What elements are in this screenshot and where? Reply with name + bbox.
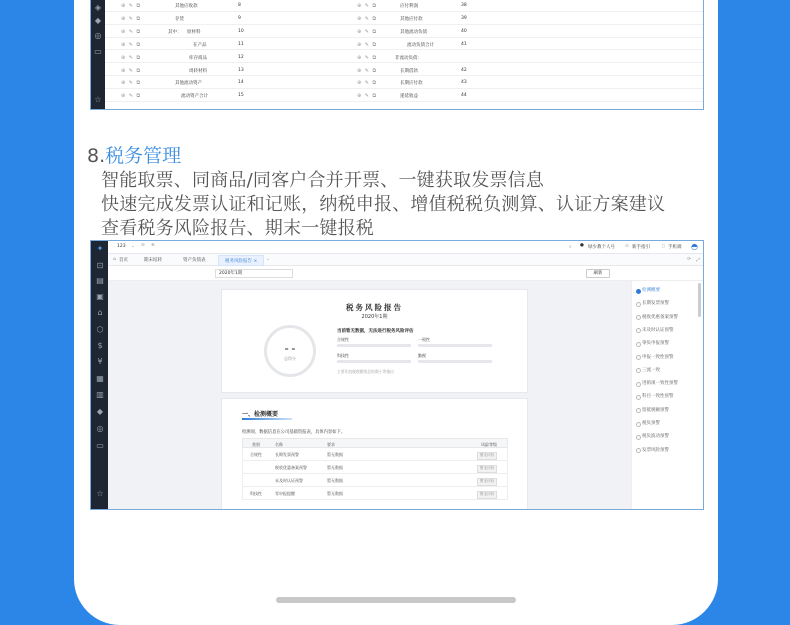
period-select[interactable]: 2020年1期 bbox=[215, 269, 293, 278]
section-line-1: 智能取票、同商品/同客户合并开票、一键获取发票信息 bbox=[101, 170, 545, 191]
section-line-3: 查看税务风险报告、期末一键报税 bbox=[101, 218, 374, 239]
row-actions-icon[interactable]: ⊕ ✎ ⧉ bbox=[121, 80, 142, 87]
risk-level-badge: 暂无评价 bbox=[477, 478, 497, 486]
logo-icon: ✦ bbox=[96, 244, 104, 253]
bag-icon[interactable]: ▣ bbox=[96, 292, 104, 301]
row-left-name: 原材料 bbox=[187, 29, 201, 35]
row-actions-icon[interactable]: ⊕ ✎ ⧉ bbox=[121, 3, 142, 9]
row-prefix: 其中： bbox=[168, 29, 182, 35]
back-icon[interactable]: ⊖ bbox=[141, 243, 145, 248]
row-requirement: 暂无数据 bbox=[327, 478, 343, 483]
nav-item[interactable]: 税负预警 bbox=[642, 421, 660, 426]
row-requirement: 暂无数据 bbox=[327, 452, 343, 457]
risk-level-badge: 暂无评价 bbox=[477, 491, 497, 499]
report-detail-panel bbox=[221, 398, 528, 510]
table-row bbox=[242, 448, 508, 461]
row-right-code: 44 bbox=[461, 93, 467, 99]
metric-consistency: 一致性 bbox=[418, 337, 430, 342]
settings-icon[interactable]: ◎ bbox=[96, 424, 104, 433]
row-right-code: 40 bbox=[461, 28, 467, 34]
row-right-code: 41 bbox=[461, 41, 467, 47]
row-right-code: 43 bbox=[461, 80, 467, 86]
row-requirement: 暂无数据 bbox=[327, 491, 343, 496]
tab-tax-risk-report[interactable]: 税务风险报告 × bbox=[218, 255, 264, 266]
metric-consistency-bar bbox=[418, 344, 492, 347]
tab-balance-sheet[interactable]: 资产负债表 bbox=[183, 258, 206, 263]
row-left-code: 9 bbox=[238, 15, 241, 21]
report-summary-panel bbox=[221, 289, 528, 393]
row-right-name: 递延收益 bbox=[400, 94, 418, 100]
risk-level-badge: 暂无评价 bbox=[477, 452, 497, 460]
col-level: 风险等级 bbox=[481, 442, 497, 447]
user-name[interactable]: 绿少教个人号 bbox=[588, 245, 615, 250]
metric-compliance-bar bbox=[337, 344, 411, 347]
row-category: 合规性 bbox=[250, 452, 262, 457]
metric-tech: 科技性 bbox=[337, 353, 349, 358]
row-actions-icon[interactable]: ⊕ ✎ ⧉ bbox=[121, 67, 142, 74]
row-actions-icon[interactable]: ⊕ ✎ ⧉ bbox=[121, 28, 142, 35]
close-icon[interactable]: × bbox=[253, 259, 258, 264]
row-actions-icon[interactable]: ⊕ ✎ ⧉ bbox=[357, 15, 378, 22]
row-right-code: 39 bbox=[461, 15, 467, 21]
mobile-link[interactable]: 手机端 bbox=[668, 245, 682, 250]
row-right-name: 非流动负债： bbox=[395, 55, 422, 61]
section-line-2: 快速完成发票认证和记账，纳税申报、增值税税负测算、认证方案建议 bbox=[101, 194, 666, 215]
nav-item[interactable]: 未及时认证预警 bbox=[642, 327, 674, 333]
nav-item[interactable]: 发票风险预警 bbox=[642, 447, 669, 453]
report-nav bbox=[631, 281, 703, 509]
row-right-code: 42 bbox=[461, 67, 467, 73]
row-right-code: 38 bbox=[461, 3, 467, 8]
toolbar bbox=[108, 266, 703, 281]
row-name: 未及时认证预警 bbox=[275, 478, 303, 483]
row-left-code: 8 bbox=[238, 3, 241, 8]
row-left-code: 12 bbox=[238, 54, 244, 60]
row-right-name: 其他应付款 bbox=[400, 16, 423, 22]
section-heading: 一、检测概要 bbox=[242, 411, 279, 418]
col-name: 名称 bbox=[275, 442, 283, 447]
tab-home[interactable]: 首页 bbox=[119, 258, 128, 263]
mobile-icon[interactable]: ▯ bbox=[662, 244, 665, 249]
col-requirement: 要求 bbox=[327, 442, 335, 447]
row-actions-icon[interactable]: ⊕ ✎ ⧉ bbox=[121, 41, 142, 48]
star-icon[interactable]: ☆ bbox=[94, 95, 102, 104]
chevron-down-icon[interactable]: ⌄ bbox=[266, 257, 270, 262]
metric-tech-bar bbox=[337, 360, 411, 363]
left-rail bbox=[91, 0, 105, 109]
row-actions-icon[interactable]: ⊕ ✎ ⧉ bbox=[357, 28, 378, 35]
layers-icon[interactable]: ◆ bbox=[94, 16, 102, 25]
report-footnote: 主要比较税税额的总结数小等指出 bbox=[337, 369, 394, 374]
star-icon[interactable]: ☆ bbox=[96, 489, 104, 498]
avatar[interactable]: ● bbox=[580, 243, 584, 248]
risk-level-badge: 暂无评价 bbox=[477, 465, 497, 473]
table-row bbox=[105, 25, 703, 38]
nav-item[interactable]: 申报一致性预警 bbox=[642, 354, 674, 360]
cart-icon[interactable]: ⊡ bbox=[96, 261, 104, 270]
chat-icon[interactable]: ▭ bbox=[96, 441, 104, 450]
nav-item[interactable]: 科目一致性预警 bbox=[642, 394, 674, 400]
table-row bbox=[105, 89, 703, 102]
report-title: 税务风险报告 bbox=[346, 303, 403, 312]
row-name: 税收优惠备案预警 bbox=[275, 465, 307, 470]
row-left-name: 其他应收款 bbox=[175, 4, 198, 9]
home-indicator bbox=[276, 597, 516, 603]
row-actions-icon[interactable]: ⊕ ✎ ⧉ bbox=[121, 54, 142, 61]
row-requirement: 暂无数据 bbox=[327, 465, 343, 470]
row-left-name: 在产品 bbox=[193, 42, 207, 48]
table-row bbox=[242, 461, 508, 474]
row-left-name: 流动资产合计 bbox=[181, 94, 208, 100]
row-left-code: 13 bbox=[238, 67, 244, 73]
forward-icon[interactable]: ⊕ bbox=[151, 243, 155, 248]
layers-icon[interactable]: ◆ bbox=[96, 407, 104, 416]
row-left-name: 库存商品 bbox=[189, 55, 207, 61]
nav-item[interactable]: 税收优惠备案预警 bbox=[642, 314, 678, 320]
refresh-icon[interactable]: ⟳ bbox=[687, 257, 691, 262]
table-row bbox=[105, 38, 703, 51]
home-icon[interactable]: ⌂ bbox=[97, 308, 103, 317]
row-right-name: 长期应付款 bbox=[400, 81, 423, 87]
row-right-name: 应付利润 bbox=[400, 4, 418, 9]
nav-item[interactable]: 税负波动预警 bbox=[642, 434, 669, 440]
chat-icon[interactable]: ▭ bbox=[94, 47, 102, 56]
settings-icon[interactable]: ◎ bbox=[94, 31, 102, 40]
table-row bbox=[242, 474, 508, 487]
yen-icon[interactable]: ¥ bbox=[97, 357, 103, 366]
score-label: 总得分 bbox=[284, 356, 296, 361]
box-icon[interactable]: ⬡ bbox=[96, 325, 104, 334]
chevron-down-icon[interactable]: ⌄ bbox=[131, 244, 135, 249]
row-left-code: 11 bbox=[238, 41, 244, 47]
nav-item[interactable]: 三流一致 bbox=[642, 367, 660, 373]
summary-text: 检测项、数据信息在公司基础资报表，具体内容如下。 bbox=[242, 430, 346, 435]
row-right-name: 长期借款 bbox=[400, 68, 418, 74]
top-bar bbox=[108, 241, 703, 254]
row-name: 零申报提醒 bbox=[275, 491, 295, 496]
nav-item[interactable]: 进销项一致性预警 bbox=[642, 381, 678, 387]
nav-item[interactable]: 检测概要 bbox=[642, 288, 660, 293]
table-row bbox=[105, 76, 703, 89]
table-row bbox=[105, 51, 703, 64]
scrollbar[interactable] bbox=[698, 283, 701, 317]
row-actions-icon[interactable]: ⊕ ✎ ⧉ bbox=[357, 41, 378, 48]
chart-icon[interactable]: ▤ bbox=[96, 276, 104, 285]
report-period: 2020年1期 bbox=[361, 314, 388, 320]
row-actions-icon[interactable]: ⊕ ✎ ⧉ bbox=[121, 15, 142, 22]
nav-item[interactable]: 零负申报预警 bbox=[642, 341, 669, 347]
row-left-code: 10 bbox=[238, 28, 244, 34]
row-actions-icon[interactable]: ⊕ ✎ ⧉ bbox=[121, 93, 142, 100]
col-category: 类别 bbox=[252, 442, 260, 447]
row-left-name: 存货 bbox=[175, 16, 184, 22]
row-actions-icon[interactable]: ⊕ ✎ ⧉ bbox=[357, 67, 378, 74]
grid-icon[interactable]: ▦ bbox=[96, 374, 104, 383]
row-actions-icon[interactable]: ⊕ ✎ ⧉ bbox=[357, 54, 378, 61]
left-rail bbox=[91, 241, 108, 509]
heading-underline bbox=[242, 418, 292, 420]
home-tab-icon[interactable]: ⌂ bbox=[113, 257, 116, 262]
nav-item[interactable]: 留抵税额预警 bbox=[642, 407, 669, 413]
tax-report-screenshot bbox=[90, 240, 704, 510]
help-icon[interactable]: ⊙ bbox=[625, 244, 629, 249]
row-actions-icon[interactable]: ⊕ ✎ ⧉ bbox=[357, 3, 378, 9]
row-actions-icon[interactable]: ⊕ ✎ ⧉ bbox=[357, 93, 378, 100]
table-row bbox=[105, 12, 703, 25]
row-category: 科技性 bbox=[250, 491, 262, 496]
status-text: 当前暂无数据，无法进行税务风险评估 bbox=[337, 329, 414, 334]
refresh-button[interactable]: 刷新 bbox=[586, 269, 610, 278]
row-left-code: 15 bbox=[238, 93, 244, 99]
table-row bbox=[105, 64, 703, 77]
account-select[interactable]: 123 bbox=[117, 244, 126, 249]
tab-period-end[interactable]: 期末结转 bbox=[144, 258, 162, 263]
help-link[interactable]: 新手指引 bbox=[632, 245, 650, 250]
content-card bbox=[74, 0, 718, 625]
table-row bbox=[105, 0, 703, 12]
score-value: – – bbox=[284, 344, 296, 353]
row-left-code: 14 bbox=[238, 80, 244, 86]
section-title: 8.税务管理 bbox=[87, 145, 182, 167]
row-left-name: 其他流动资产 bbox=[175, 81, 202, 87]
row-right-name: 流动负债合计 bbox=[407, 42, 434, 48]
expand-icon[interactable]: ⤢ bbox=[696, 258, 700, 263]
table-row bbox=[242, 487, 508, 500]
report-area bbox=[108, 281, 553, 509]
avatar-logo-icon[interactable]: ◓ bbox=[691, 242, 698, 251]
metric-diligence: 勤税 bbox=[418, 353, 426, 358]
row-left-name: 周转材料 bbox=[189, 68, 207, 74]
layers-icon[interactable]: ◈ bbox=[94, 3, 102, 12]
document-icon[interactable]: ▥ bbox=[96, 390, 104, 399]
tab-bar bbox=[108, 254, 703, 266]
row-right-name: 其他流动负债 bbox=[400, 29, 427, 35]
table-header bbox=[242, 438, 508, 448]
row-name: 长期发票预警 bbox=[275, 452, 299, 457]
metric-compliance: 合规性 bbox=[337, 337, 349, 342]
metric-diligence-bar bbox=[418, 360, 492, 363]
money-icon[interactable]: $ bbox=[97, 341, 103, 350]
nav-item[interactable]: 长期发票预警 bbox=[642, 301, 669, 307]
work-area bbox=[108, 266, 703, 509]
search-icon[interactable]: ⌕ bbox=[569, 245, 572, 250]
balance-sheet-screenshot bbox=[90, 0, 704, 110]
row-actions-icon[interactable]: ⊕ ✎ ⧉ bbox=[357, 80, 378, 87]
